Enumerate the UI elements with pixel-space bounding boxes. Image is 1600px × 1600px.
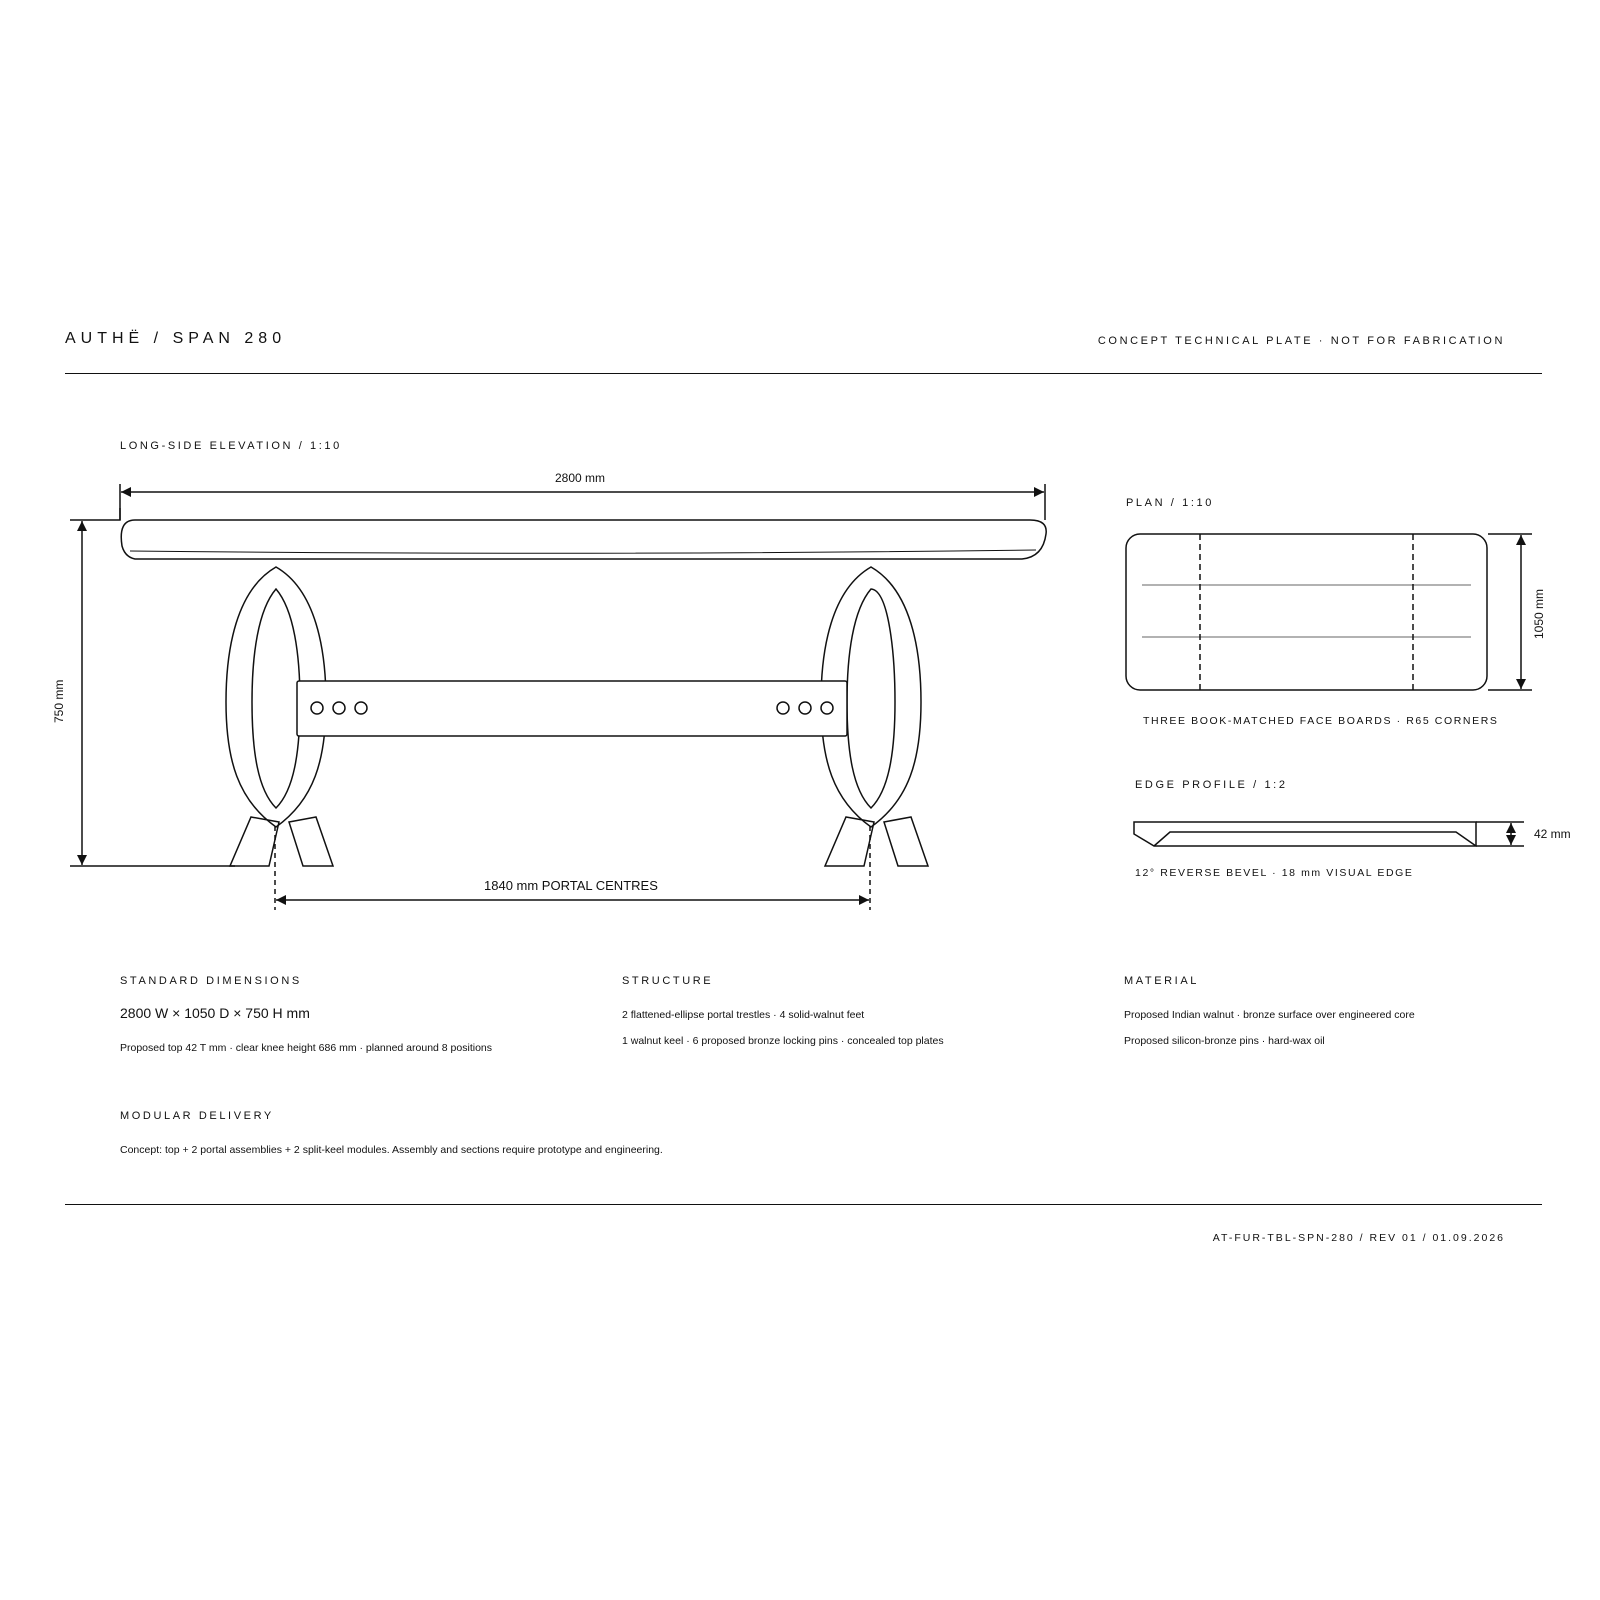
material-line-1: Proposed Indian walnut · bronze surface over engineered core (1124, 1009, 1415, 1021)
edge-thickness-dimension-line (1476, 822, 1524, 846)
modular-delivery-heading: MODULAR DELIVERY (120, 1110, 274, 1122)
plan-label: PLAN / 1:10 (1126, 497, 1214, 509)
elevation-label: LONG-SIDE ELEVATION / 1:10 (120, 440, 342, 452)
standard-dimensions-detail: Proposed top 42 T mm · clear knee height 686 mm · planned around 8 positions (120, 1042, 492, 1054)
height-dimension-line (70, 508, 235, 866)
edge-caption: 12° REVERSE BEVEL · 18 mm VISUAL EDGE (1135, 867, 1414, 879)
standard-dimensions-lead: 2800 W × 1050 D × 750 H mm (120, 1005, 310, 1021)
structure-line-1: 2 flattened-ellipse portal trestles · 4 solid-walnut feet (622, 1009, 865, 1021)
left-portal-foot-b (289, 817, 333, 866)
modular-delivery-detail: Concept: top + 2 portal assemblies + 2 split-keel modules. Assembly and sections require prototype and engineering. (120, 1144, 663, 1156)
centres-dimension-text: 1840 mm PORTAL CENTRES (484, 878, 658, 893)
brand-title: AUTHË / SPAN 280 (65, 330, 287, 347)
material-line-2: Proposed silicon-bronze pins · hard-wax oil (1124, 1035, 1325, 1047)
plan-outline (1126, 534, 1487, 690)
standard-dimensions-heading: STANDARD DIMENSIONS (120, 975, 302, 987)
drawing-code: AT-FUR-TBL-SPN-280 / REV 01 / 01.09.2026 (1212, 1232, 1505, 1244)
plan-caption: THREE BOOK-MATCHED FACE BOARDS · R65 CORNERS (1143, 715, 1499, 727)
plan-depth-text: 1050 mm (1532, 588, 1546, 639)
edge-profile-bevel (1154, 832, 1476, 846)
plate-note: CONCEPT TECHNICAL PLATE · NOT FOR FABRICATION (1097, 335, 1505, 347)
right-portal-foot-b (884, 817, 928, 866)
width-dimension-line (120, 484, 1045, 520)
walnut-keel (297, 681, 847, 736)
table-top-grain-line (130, 550, 1036, 553)
centres-dimension-line (275, 826, 870, 910)
edge-profile-label: EDGE PROFILE / 1:2 (1135, 779, 1288, 791)
edge-thickness-text: 42 mm (1534, 827, 1571, 841)
footer-rule (65, 1204, 1542, 1205)
edge-profile-section (1134, 822, 1476, 846)
structure-line-2: 1 walnut keel · 6 proposed bronze locking pins · concealed top plates (622, 1035, 944, 1047)
structure-heading: STRUCTURE (622, 975, 714, 987)
plan-depth-dimension-line (1488, 534, 1532, 690)
width-dimension-text: 2800 mm (555, 471, 606, 485)
height-dimension-text: 750 mm (52, 679, 66, 723)
material-heading: MATERIAL (1124, 975, 1199, 987)
